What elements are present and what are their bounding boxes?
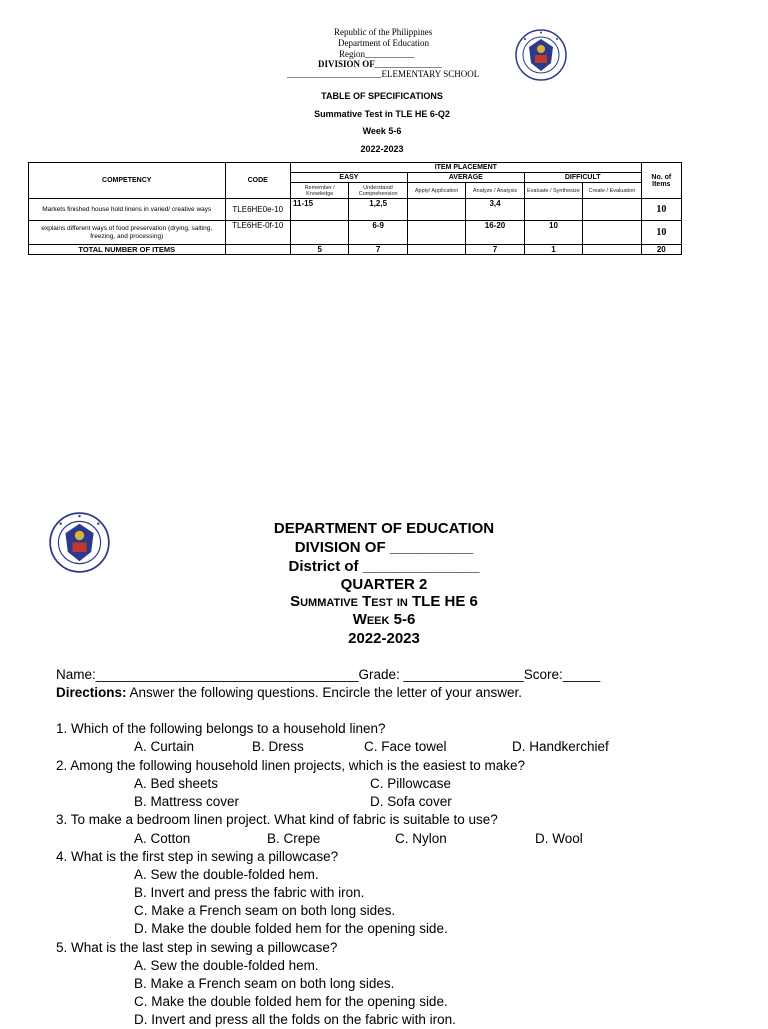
test-quarter: QUARTER 2 — [340, 576, 428, 593]
name-grade-score-line: Name:___________________________________Grade: ________________Score:_____ — [56, 667, 601, 682]
region-label: Region — [339, 49, 365, 59]
test-division: DIVISION OF __________ — [294, 539, 474, 556]
level-understand: Understand/ Comprehension — [349, 183, 407, 199]
test-week: Week 5-6 — [352, 611, 416, 628]
division-blank: _______________ — [374, 59, 443, 69]
test-summative: Summative Test in TLE HE 6 — [290, 593, 478, 610]
total-cell: 5 — [291, 245, 349, 255]
test-year: 2022-2023 — [348, 630, 420, 647]
placement-cell: 3,4 — [466, 199, 524, 221]
q4-option-a: A. Sew the double-folded hem. — [134, 867, 319, 882]
placement-cell: 6-9 — [349, 221, 407, 245]
placement-cell: 11-15 — [291, 199, 349, 221]
q3-option-b: B. Crepe — [267, 831, 321, 846]
items-cell: 10 — [641, 221, 681, 245]
q4-option-d: D. Make the double folded hem for the opening side. — [134, 921, 448, 936]
q2-option-d: D. Sofa cover — [370, 794, 452, 809]
col-competency: COMPETENCY — [29, 163, 226, 199]
q4-option-b: B. Invert and press the fabric with iron. — [134, 885, 365, 900]
question-5: 5. What is the last step in sewing a pillowcase? — [56, 940, 338, 955]
total-label: TOTAL NUMBER OF ITEMS — [29, 245, 226, 255]
test-district: District of ______________ — [288, 558, 480, 575]
total-cell — [583, 245, 641, 255]
q1-option-c: C. Face towel — [364, 739, 447, 754]
col-code: CODE — [225, 163, 291, 199]
col-average: AVERAGE — [407, 173, 524, 183]
placement-cell: 1,2,5 — [349, 199, 407, 221]
tos-table — [28, 162, 682, 255]
total-cell — [407, 245, 465, 255]
placement-cell: 10 — [524, 221, 582, 245]
placement-cell — [407, 221, 465, 245]
col-difficult: DIFFICULT — [524, 173, 641, 183]
region-blank: ___________ — [365, 49, 415, 59]
level-create: Create / Evaluation — [583, 183, 641, 199]
level-evaluate: Evaluate / Synthesize — [524, 183, 582, 199]
question-3: 3. To make a bedroom linen project. What kind of fabric is suitable to use? — [56, 812, 498, 827]
table-total-row — [29, 245, 682, 255]
placement-cell — [583, 221, 641, 245]
col-item-placement: ITEM PLACEMENT — [291, 163, 642, 173]
school-line — [287, 69, 479, 80]
school-blank: _____________________ — [287, 69, 382, 79]
competency-cell: explains different ways of food preservation (drying, salting, freezing, and processing) — [29, 221, 226, 245]
test-dept: DEPARTMENT OF EDUCATION — [273, 520, 495, 537]
code-cell: TLE6HE0e-10 — [225, 199, 291, 221]
placement-cell — [291, 221, 349, 245]
col-no-of-items: No. of Items — [641, 163, 681, 199]
republic-line: Republic of the Philippines — [334, 27, 433, 37]
q5-option-a: A. Sew the double-folded hem. — [134, 958, 319, 973]
q4-option-c: C. Make a French seam on both long sides. — [134, 903, 396, 918]
division-label: DIVISION OF — [318, 59, 375, 69]
q1-option-d: D. Handkerchief — [512, 739, 609, 754]
table-row — [29, 221, 682, 245]
items-cell: 10 — [641, 199, 681, 221]
deped-line: Department of Education — [338, 38, 429, 48]
q5-option-b: B. Make a French seam on both long sides. — [134, 976, 395, 991]
placement-cell — [583, 199, 641, 221]
q2-option-a: A. Bed sheets — [134, 776, 219, 791]
q3-option-a: A. Cotton — [134, 831, 191, 846]
deped-seal-icon — [515, 29, 567, 81]
competency-cell: Markets finished house hold linens in varied/ creative ways — [29, 199, 226, 221]
level-remember: Remember / Knowledge — [291, 183, 349, 199]
q3-option-c: C. Nylon — [395, 831, 447, 846]
q3-option-d: D. Wool — [535, 831, 583, 846]
code-cell: TLE6HE-0f-10 — [225, 221, 291, 245]
table-row — [29, 199, 682, 221]
q1-option-b: B. Dress — [252, 739, 304, 754]
directions-label: Directions: — [56, 685, 127, 700]
q5-option-c: C. Make the double folded hem for the opening side. — [134, 994, 448, 1009]
level-apply: Apply/ Application — [407, 183, 465, 199]
total-cell: 7 — [349, 245, 407, 255]
q5-option-d: D. Invert and press all the folds on the fabric with iron. — [134, 1012, 456, 1027]
tos-title: TABLE OF SPECIFICATIONS — [321, 91, 443, 101]
total-items: 20 — [641, 245, 681, 255]
total-cell: 7 — [466, 245, 524, 255]
tos-year: 2022-2023 — [360, 144, 404, 154]
directions — [56, 684, 522, 702]
tos-subtitle: Summative Test in TLE HE 6-Q2 — [314, 109, 450, 119]
directions-text: Answer the following questions. Encircle the letter of your answer. — [126, 685, 522, 700]
q1-option-a: A. Curtain — [134, 739, 195, 754]
question-4: 4. What is the first step in sewing a pillowcase? — [56, 849, 339, 864]
q2-option-b: B. Mattress cover — [134, 794, 240, 809]
school-label: ELEMENTARY SCHOOL — [381, 69, 480, 79]
total-cell: 1 — [524, 245, 582, 255]
level-analyze: Analyze / Analysis — [466, 183, 524, 199]
placement-cell: 16-20 — [466, 221, 524, 245]
q2-option-c: C. Pillowcase — [370, 776, 452, 791]
placement-cell — [407, 199, 465, 221]
col-easy: EASY — [291, 173, 408, 183]
placement-cell — [524, 199, 582, 221]
question-1: 1. Which of the following belongs to a household linen? — [56, 721, 386, 736]
tos-week: Week 5-6 — [362, 126, 402, 136]
total-code — [225, 245, 291, 255]
question-2: 2. Among the following household linen projects, which is the easiest to make? — [56, 758, 526, 773]
